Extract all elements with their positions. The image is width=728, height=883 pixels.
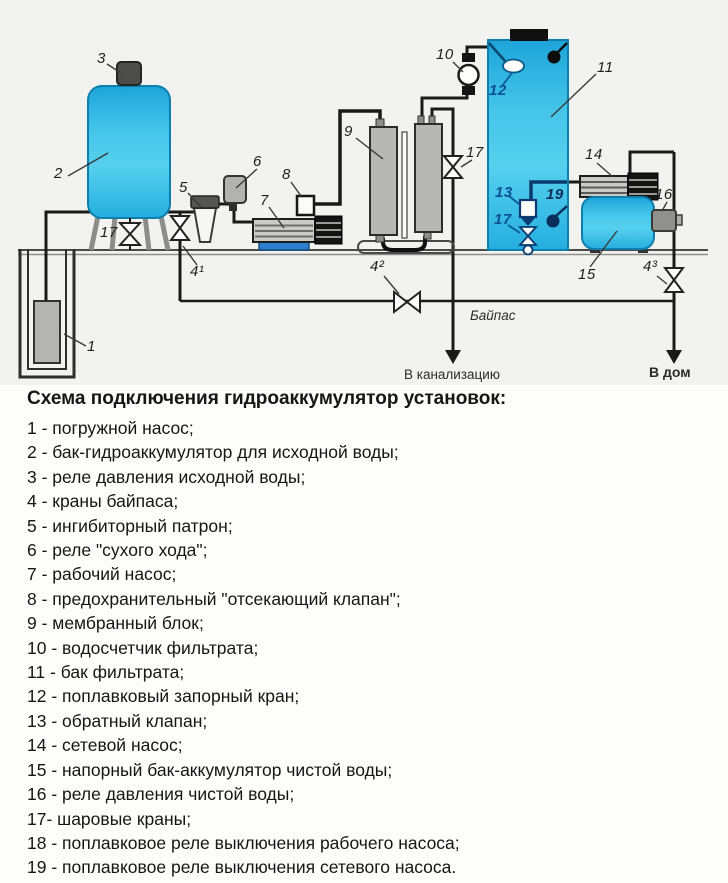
callout-19: 19 [546,186,564,203]
bypass-valve-4-3 [665,280,683,292]
callout-15: 15 [578,266,596,283]
legend-item: 8 - предохранительный "отсекающий клапан"; [27,588,401,609]
legend-item: 2 - бак-гидроаккумулятор для исходной воды; [27,442,399,463]
callout-2: 2 [54,165,63,182]
pressure-relay-16 [652,210,676,231]
bypass-label: Байпас [470,308,516,323]
membrane-nipple [429,116,435,124]
legend-item: 4 - краны байпаса; [27,491,179,512]
plumbing-scheme-diagram [0,0,728,385]
membrane-center-tube [402,132,407,238]
inhibitor-cartridge-cap [191,196,219,208]
callout-6: 6 [253,153,262,170]
callout-5: 5 [179,179,188,196]
legend-item: 15 - напорный бак-аккумулятор чистой воды; [27,759,393,780]
legend-item: 12 - поплавковый запорный кран; [27,686,300,707]
water-meter-10 [459,65,479,85]
submersible-pump [34,301,60,363]
callout-12: 12 [489,82,507,99]
legend-item: 17- шаровые краны; [27,808,192,829]
legend-item: 1 - погружной насос; [27,418,194,438]
legend-item: 14 - сетевой насос; [27,735,183,756]
callout-3: 3 [97,50,106,67]
callout-4-2: 4² [370,258,385,275]
callout-4-1: 4¹ [190,263,205,280]
callout-17-inner: 17 [494,211,512,228]
legend-list [27,416,717,880]
legend-item: 16 - реле давления чистой воды; [27,784,295,805]
bypass-valve-4-1 [171,228,189,240]
callout-10: 10 [436,46,454,63]
legend-item: 11 - бак фильтрата; [27,662,185,683]
callout-13: 13 [495,184,513,201]
legend-item: 10 - водосчетчик фильтрата; [27,637,259,658]
pipe-pump14-loop [630,152,674,176]
tank11-cap [510,29,548,41]
to-house-label: В дом [649,364,691,380]
tank2-leg [145,216,149,250]
ball-valve-17-drain [444,156,462,167]
inhibitor-cartridge-5 [194,208,216,242]
callout-9: 9 [344,123,353,140]
legend-item: 19 - поплавковое реле выключения сетевого насоса. [27,857,457,878]
legend-item: 13 - обратный клапан; [27,710,208,731]
membrane-nipple [418,116,424,124]
callout-4-3: 4³ [643,258,658,275]
water-meter-cap [462,86,475,95]
callout-8: 8 [282,166,291,183]
callout-11: 11 [597,59,614,76]
legend-item: 5 - ингибиторный патрон; [27,515,233,536]
arrow-to-sewer [445,350,461,364]
scheme-drawing [0,0,728,385]
bypass-valve-4-3 [665,268,683,280]
legend [27,386,717,880]
float-relay-18-dot [548,51,561,64]
tank2-leg [91,216,98,250]
bypass-valve-4-1 [171,216,189,228]
legend-item: 9 - мембранный блок; [27,613,204,634]
legend-title: Схема подключения гидроаккумулятор установок: [27,388,507,409]
callout-1: 1 [87,338,96,355]
arrow-to-house [666,350,682,364]
dry-run-relay-6-stand [229,203,237,211]
working-pump-7-base [259,242,309,250]
membrane-nipple [376,119,384,127]
tank2-leg [161,216,168,250]
membrane-cylinder-right [415,124,442,232]
membrane-nipple [424,232,431,239]
callout-14: 14 [585,146,603,163]
dry-run-relay-6 [224,176,246,203]
to-sewer-label: В канализацию [404,367,500,382]
legend-item: 6 - реле "сухого хода"; [27,540,208,561]
cutoff-valve-8 [297,196,314,215]
callout-17-drain: 17 [466,144,484,161]
membrane-cylinder-left [370,127,397,235]
callout-7: 7 [260,192,269,209]
legend-item: 18 - поплавковое реле выключения рабочего насоса; [27,832,460,853]
float-valve-12 [503,60,524,73]
membrane-nipple [376,235,384,242]
ball-valve-17-tank2 [120,223,140,234]
check-valve-13 [520,200,536,217]
clean-water-tank-15 [582,197,654,249]
ball-valve-17-drain [444,167,462,178]
float-relay-19-dot [547,215,560,228]
ball-valve-17-tank2 [120,234,140,245]
bypass-valve-4-2 [407,292,420,312]
suction-strainer [524,246,533,255]
tank2-hydroaccumulator [88,86,170,218]
callout-16: 16 [655,186,673,203]
bypass-valve-4-2 [394,292,407,312]
callout-17-tank: 17 [100,224,118,241]
legend-item: 3 - реле давления исходной воды; [27,466,306,487]
legend-item: 7 - рабочий насос; [27,564,177,585]
water-meter-cap [462,53,475,62]
